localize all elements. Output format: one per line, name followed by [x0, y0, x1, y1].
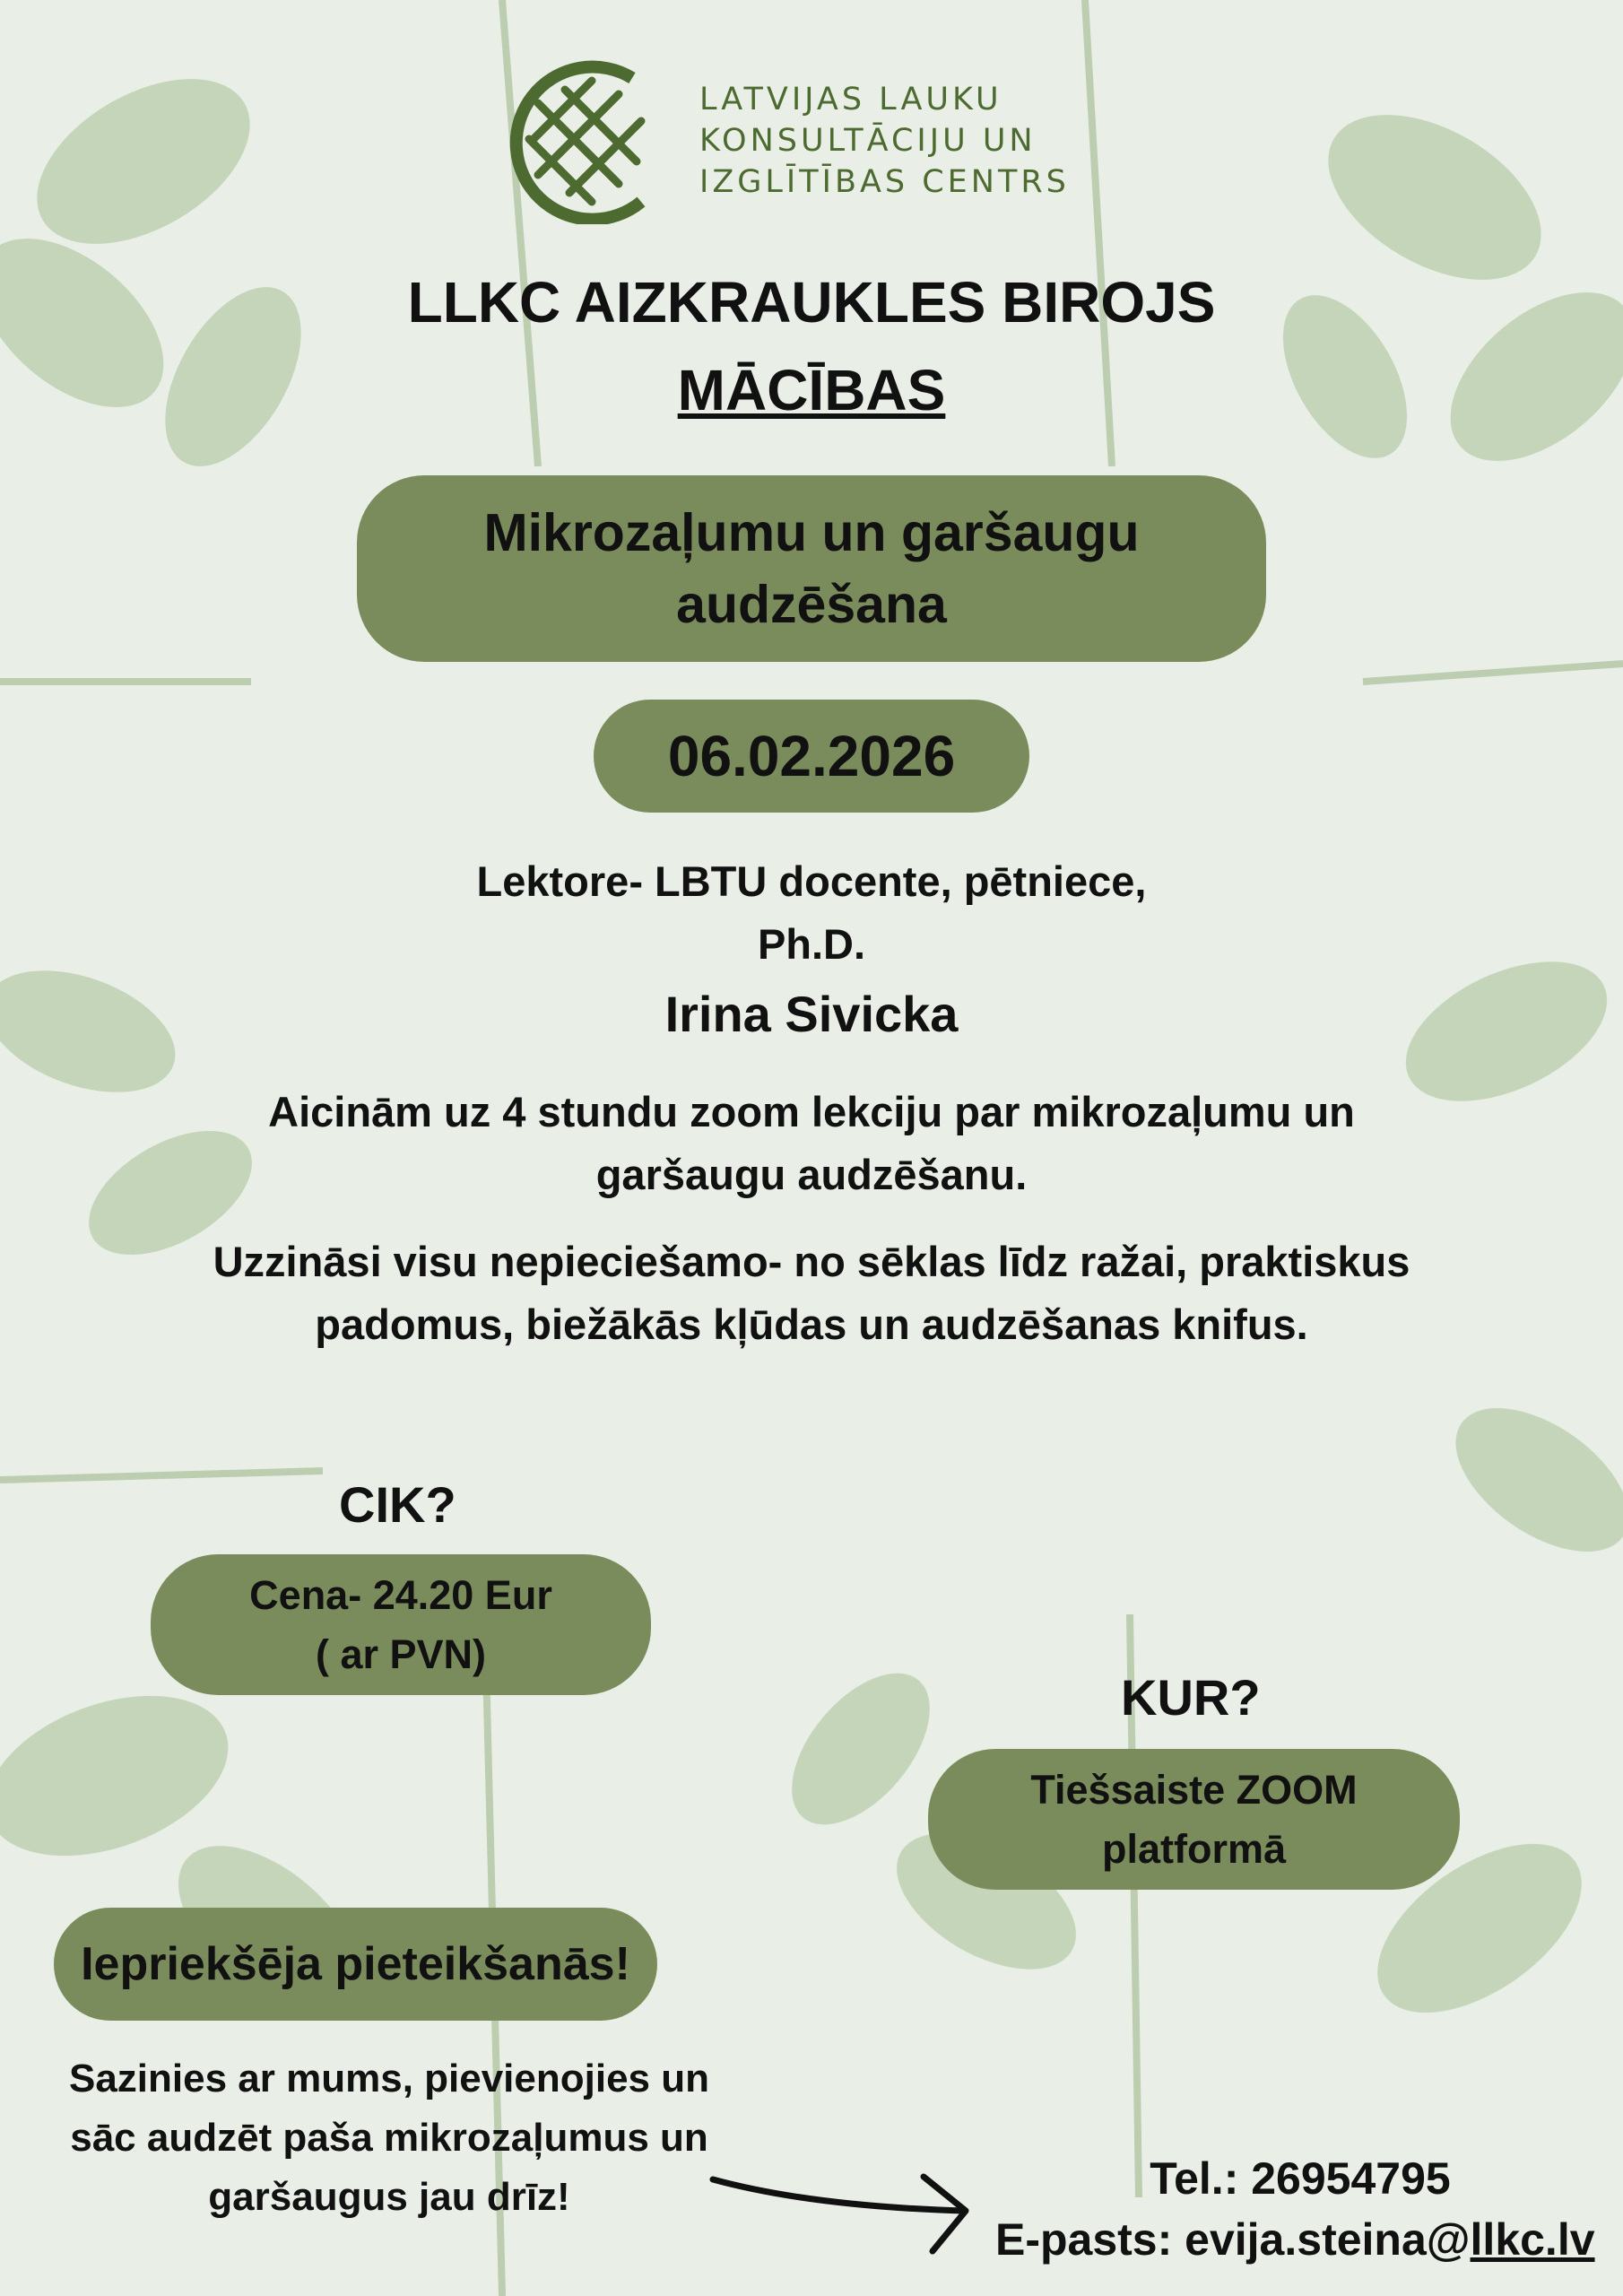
registration-label: Iepriekšēja pieteikšanās! — [81, 1938, 630, 1990]
cta-text — [18, 2049, 760, 2227]
cta-line-2: sāc audzēt paša mikrozaļumus un — [70, 2116, 708, 2160]
description-p2-line-2: padomus, biežākās kļūdas un audzēšanas knifus. — [315, 1300, 1308, 1348]
llkc-logo-icon — [498, 58, 681, 224]
location-line-2: platformā — [1101, 1825, 1287, 1872]
contact-email — [995, 2209, 1595, 2270]
contact-block — [968, 2148, 1623, 2209]
price-heading: CIK? — [339, 1476, 456, 1533]
logo-line-1: LATVIJAS LAUKU — [699, 82, 1002, 117]
registration-pill — [54, 1908, 657, 2021]
cta-line-1: Sazinies ar mums, pievienojies un — [68, 2057, 710, 2100]
location-heading: KUR? — [1121, 1669, 1261, 1726]
lecturer-role-line-1: Lektore- LBTU docente, pētniece, — [476, 857, 1147, 905]
lecturer-role — [0, 850, 1623, 976]
lecturer-name: Irina Sivicka — [664, 986, 959, 1042]
location-line-1: Tiešsaiste ZOOM — [1030, 1766, 1358, 1813]
location-pill — [928, 1749, 1460, 1890]
office-title: LLKC AIZKRAUKLES BIROJS — [407, 270, 1216, 335]
course-title-line-2: audzēšana — [676, 575, 947, 634]
email-prefix: E-pasts: evija.steina — [995, 2214, 1427, 2265]
course-title-line-1: Mikrozaļumu un garšaugu — [483, 503, 1140, 562]
logo-line-3: IZGLĪTĪBAS CENTRS — [699, 164, 1070, 200]
page-subtitle: MĀCĪBAS — [677, 358, 946, 422]
description-paragraph-1 — [0, 1081, 1623, 1206]
description-paragraph-2 — [0, 1231, 1623, 1356]
description-p1-line-1: Aicinām uz 4 stundu zoom lekciju par mikrozaļumu un — [268, 1088, 1355, 1135]
description-p1-line-2: garšaugu audzēšanu. — [595, 1151, 1028, 1198]
cta-line-3: garšaugus jau drīz! — [208, 2175, 570, 2219]
contact-phone: Tel.: 26954795 — [1150, 2153, 1451, 2204]
lecturer-role-line-2: Ph.D. — [757, 920, 866, 968]
email-at: @ — [1426, 2214, 1471, 2265]
date-pill — [594, 700, 1029, 813]
logo-line-2: KONSULTĀCIJU UN — [699, 123, 1037, 159]
price-pill — [151, 1554, 651, 1695]
logo-text — [699, 79, 1070, 203]
arrow-right-icon — [704, 2157, 982, 2265]
course-date: 06.02.2026 — [667, 724, 956, 788]
description-p2-line-1: Uzzināsi visu nepieciešamo- no sēklas līdz ražai, praktiskus — [213, 1238, 1410, 1285]
course-title-pill — [357, 475, 1266, 662]
email-domain-link[interactable]: llkc.lv — [1470, 2214, 1595, 2265]
price-line-2: ( ar PVN) — [315, 1631, 487, 1677]
price-line-1: Cena- 24.20 Eur — [249, 1571, 552, 1618]
